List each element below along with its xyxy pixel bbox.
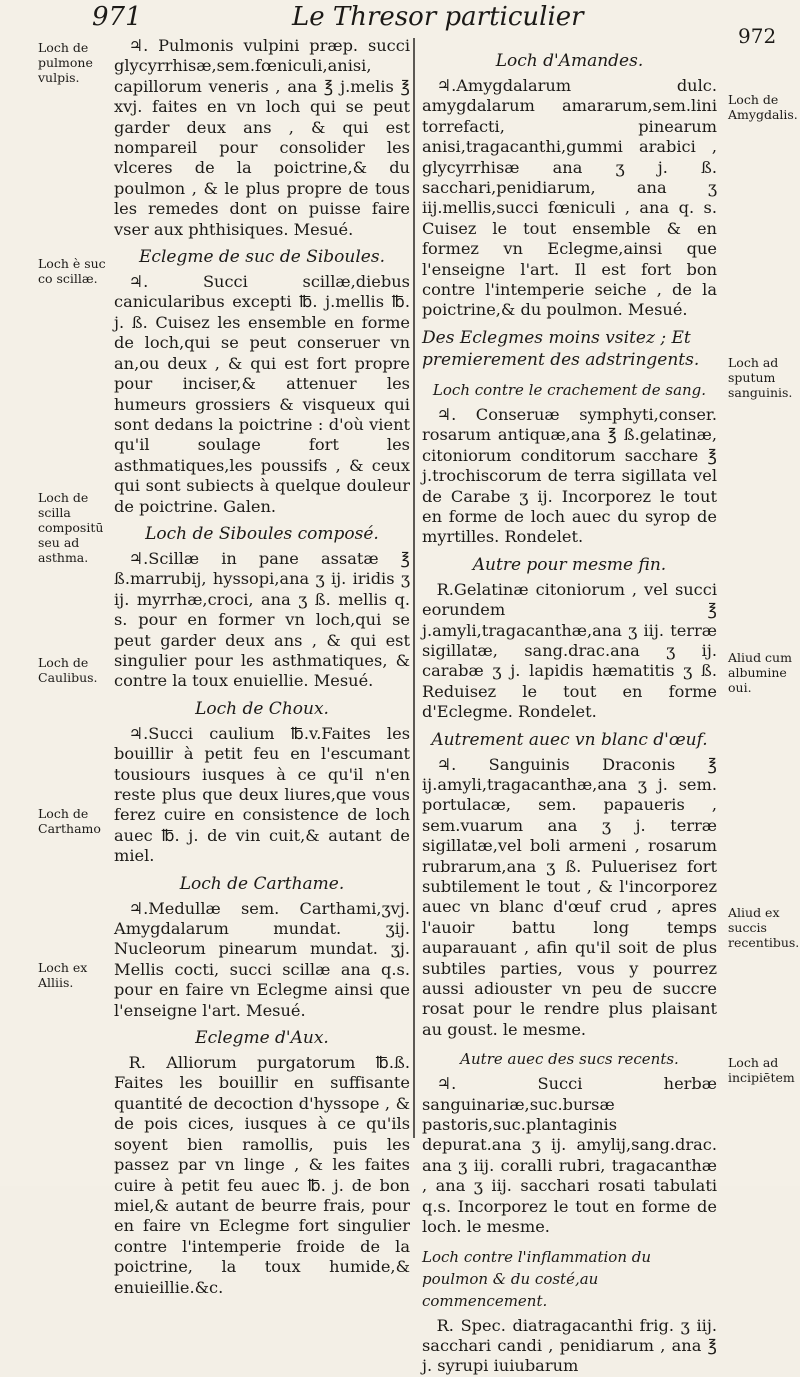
recipe-eclegme-aux: R. Alliorum purgatorum ℔.ß. Faites les bouillir en suffisante quantité de decoction d'hyssope , & de pois cices, iusques à ce qu'ils soyent bien ramollis, puis les passez par vn linge , & les faites cuire à petit feu auec ℔. j. de bon miel,& autant de beurre frais, pour en faire vn Eclegme fort singulier contre l'intemperie froide de la poictrine, la toux humide,& enuieillie.&c. bbox=[114, 1053, 410, 1297]
recipe-loch-pulmone: ♃. Pulmonis vulpini præp. succi glycyrrhisæ,sem.fœniculi,anisi, capillorum veneris , ana ℥ j.melis ℥ xvj. faites en vn loch qui se peut garder deux ans , & qui est nompareil pour consolider les vlceres de la poictrine,& du poulmon , & le plus propre de tous les remedes dont on puisse faire vser aux phthisiques. Mesué. bbox=[114, 36, 410, 239]
section-heading: Autre pour mesme fin. bbox=[472, 554, 667, 575]
margin-note: Loch de Carthamo bbox=[38, 806, 101, 836]
left-page-number: 971 bbox=[92, 2, 142, 32]
margin-note: Loch de scilla compositū seu ad asthma. bbox=[38, 490, 104, 565]
page-header bbox=[0, 0, 800, 48]
section-heading: Autre auec des sucs recents. bbox=[460, 1050, 679, 1069]
section-heading: Loch de Choux. bbox=[195, 698, 329, 719]
running-title: Le Thresor particulier bbox=[292, 2, 584, 32]
section-heading: Loch de Siboules composé. bbox=[145, 523, 379, 544]
margin-note: Loch è suc co scillæ. bbox=[38, 256, 106, 286]
section-heading: Loch contre le crachement de sang. bbox=[432, 380, 707, 399]
section-heading: Loch contre l'inflammation du poulmon & du costé,au commencement. bbox=[422, 1247, 652, 1310]
column-divider bbox=[413, 38, 415, 1138]
margin-note: Aliud ex succis recentibus. bbox=[728, 905, 800, 950]
recipe-blanc-oeuf: ♃. Sanguinis Draconis ℥ ij.amyli,tragacanthæ,ana ʒ j. sem. portulacæ, sem. papaueris , sem.vuarum ana ʒ j. terræ sigillatæ,vel boli armeni , rosarum rubrarum,ana ʒ ß. Puluerisez fort subtilement le tout , & l'incorporez auec vn blanc d'œuf crud , apres l'auoir battu long temps auparauant , afin qu'il soit de plus subtiles parties, vous y pourrez aussi adiouster vn peu de succre rosat pour le rendre plus plaisant au goust. le mesme. bbox=[422, 754, 717, 1039]
section-heading: Eclegme d'Aux. bbox=[195, 1028, 329, 1049]
section-heading: Loch d'Amandes. bbox=[495, 51, 644, 71]
section-heading: Eclegme de suc de Siboules. bbox=[139, 247, 385, 268]
chapter-heading: Des Eclegmes moins vsitez ; Et premierement des adstringents. bbox=[422, 327, 700, 370]
margin-note: Loch ex Alliis. bbox=[38, 960, 88, 990]
recipe-inflammation-poulmon: R. Spec. diatragacanthi frig. ʒ iij. sacchari candi , penidiarum , ana ℥ j. syrupi iuiubarum bbox=[422, 1315, 717, 1376]
recipe-loch-carthame: ♃.Medullæ sem. Carthami,ʒvj. Amygdalarum mundat. ʒij. Nucleorum pinearum mundat. ʒj. Mellis cocti, succi scillæ ana q.s. pour en faire vn Eclegme ainsi que l'enseigne l'art. Mesué. bbox=[114, 898, 410, 1020]
section-heading: Autrement auec vn blanc d'œuf. bbox=[431, 729, 708, 750]
right-text-column bbox=[422, 44, 717, 1377]
margin-note: Loch de Caulibus. bbox=[38, 655, 98, 685]
margin-note: Loch de pulmone vulpis. bbox=[38, 40, 93, 85]
section-heading: Loch de Carthame. bbox=[179, 873, 345, 894]
recipe-loch-choux: ♃.Succi caulium ℔.v.Faites les bouillir à petit feu en l'escumant tousiours iusques à ce qu'il n'en reste plus que deux liures,que vous ferez cuire en consistence de loch auec ℔. j. de vin cuit,& autant de miel. bbox=[114, 723, 410, 866]
recipe-sucs-recents: ♃. Succi herbæ sanguinariæ,suc.bursæ pastoris,suc.plantaginis depurat.ana ʒ ij. amylij,sang.drac. ana ʒ iij. coralli rubri, tragacanthæ , ana ʒ iij. sacchari rosati tabulati q.s. Incorporez le tout en forme de loch. le mesme. bbox=[422, 1074, 717, 1237]
margin-note: Loch de Amygdalis. bbox=[728, 92, 798, 122]
recipe-eclegme-siboules: ♃. Succi scillæ,diebus canicularibus excepti ℔. j.mellis ℔. j. ß. Cuisez les ensemble en forme de loch,qui se peut conseruer vn an,ou deux , & qui est fort propre pour inciser,& attenuer les humeurs grossiers & visqueux qui sont dedans la poictrine : d'où vient qu'il soulage fort les asthmatiques,les poussifs , & ceux qui sont subiects à quelque douleur de poictrine. Galen. bbox=[114, 272, 410, 516]
recipe-loch-siboules-compose: ♃.Scillæ in pane assatæ ℥ ß.marrubij, hyssopi,ana ʒ ij. iridis ʒ ij. myrrhæ,croci, ana ʒ ß. mellis q. s. pour en former vn loch,qui se peut garder deux ans , & qui est singulier pour les asthmatiques, & contre la toux enuiellie. Mesué. bbox=[114, 548, 410, 691]
recipe-crachement-sang: ♃. Conseruæ symphyti,conser. rosarum antiquæ,ana ℥ ß.gelatinæ, citoniorum conditorum sacchare ℥ j.trochiscorum de terra sigillata vel de Carabe ʒ ij. Incorporez le tout en forme de loch auec du syrop de myrtilles. Rondelet. bbox=[422, 404, 717, 547]
recipe-loch-amandes: ♃.Amygdalarum dulc. amygdalarum amararum,sem.lini torrefacti, pinearum anisi,tragacanthi,gummi arabici , glycyrrhisæ ana ʒ j. ß. sacchari,penidiarum, ana ʒ iij.mellis,succi fœniculi , ana q. s. Cuisez le tout ensemble & en formez vn Eclegme,ainsi que l'enseigne l'art. Il est fort bon contre l'intemperie seiche , de la poictrine,& du poulmon. Mesué. bbox=[422, 76, 717, 320]
margin-note: Loch ad incipiētem bbox=[728, 1055, 795, 1085]
margin-note: Loch ad sputum sanguinis. bbox=[728, 355, 793, 400]
right-page-number: 972 bbox=[738, 24, 777, 48]
recipe-autre-mesme-fin: R.Gelatinæ citoniorum , vel succi eorundem ℥ j.amyli,tragacanthæ,ana ʒ iij. terræ sigillatæ, sang.drac.ana ʒ ij. carabæ ʒ j. lapidis hæmatitis ʒ ß. Reduisez le tout en forme d'Eclegme. Rondelet. bbox=[422, 579, 717, 722]
margin-note: Aliud cum albumine oui. bbox=[728, 650, 792, 695]
left-text-column bbox=[114, 36, 410, 1298]
